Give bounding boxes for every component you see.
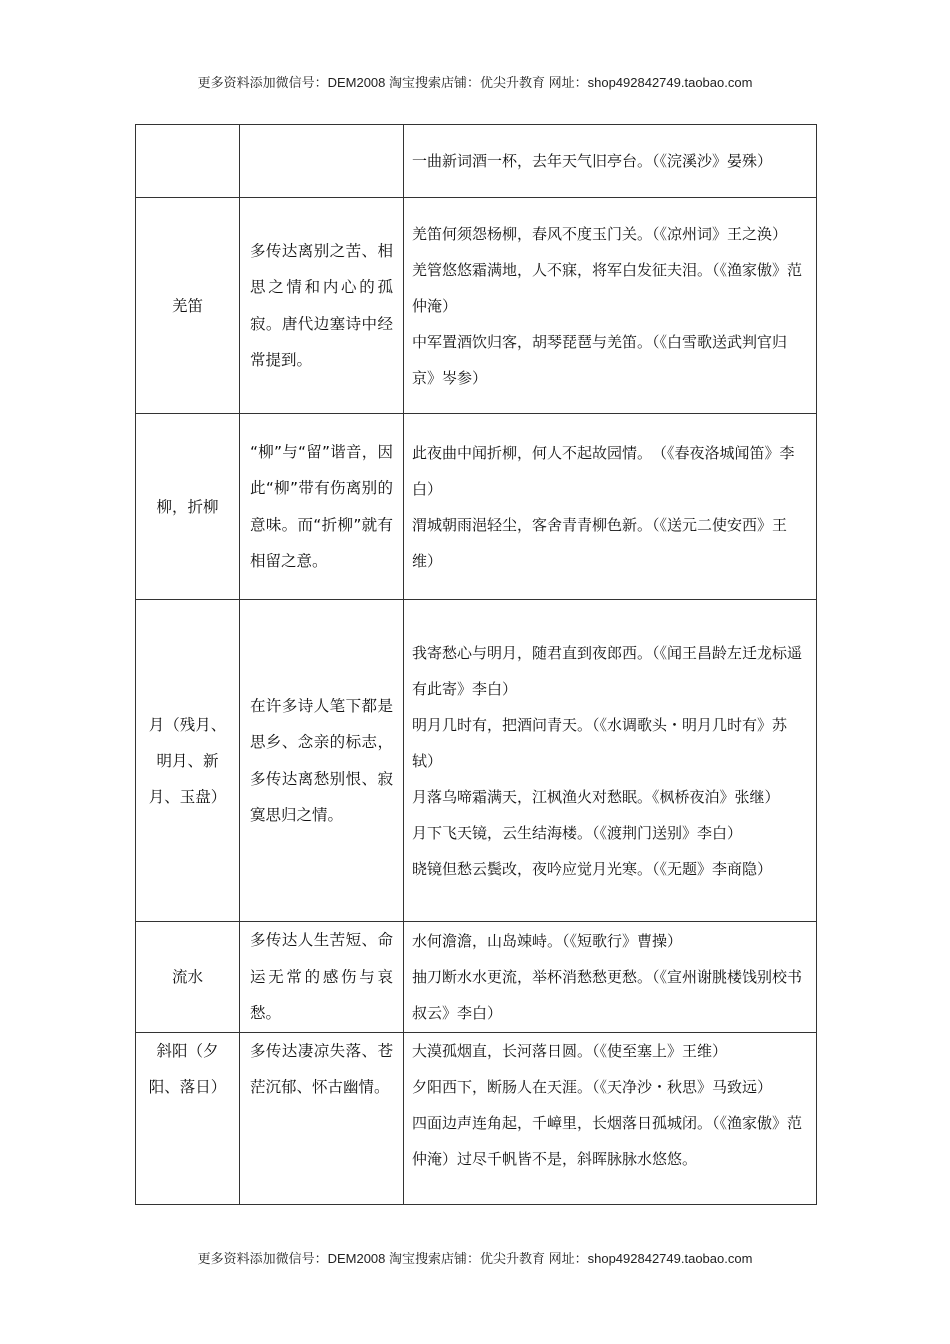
page-footer: 更多资料添加微信号：DEM2008 淘宝搜索店铺：优尖升教育 网址：shop492842749.taobao.com xyxy=(197,1251,753,1266)
table-row xyxy=(136,125,817,198)
example-line: 羌管悠悠霜满地，人不寐，将军白发征夫泪。（《渔家傲》范仲淹） xyxy=(412,260,803,315)
table-row xyxy=(136,600,817,922)
example-line: 四面边声连角起，千嶂里，长烟落日孤城闭。（《渔家傲》范仲淹）过尽千帆皆不是，斜晖脉脉水悠悠。 xyxy=(412,1113,803,1168)
meaning-cell: 多传达人生苦短、命运无常的感伤与哀愁。 xyxy=(240,922,404,1033)
image-cell xyxy=(136,125,240,198)
example-line: 夕阳西下，断肠人在天涯。（《天净沙・秋思》马致远） xyxy=(412,1077,773,1096)
example-line: 此夜曲中闻折柳，何人不起故园情。 （《春夜洛城闻笛》李白） xyxy=(412,443,795,498)
examples-cell xyxy=(404,922,817,1033)
image-cell: 斜阳（夕阳、落日） xyxy=(136,1032,240,1204)
example-line: 大漠孤烟直，长河落日圆。（《使至塞上》王维） xyxy=(412,1041,728,1060)
example-line: 月下飞天镜，云生结海楼。（《渡荆门送别》李白） xyxy=(412,823,743,842)
example-line: 我寄愁心与明月，随君直到夜郎西。（《闻王昌龄左迁龙标遥有此寄》李白） xyxy=(412,643,803,698)
table-row xyxy=(136,1032,817,1204)
table-row xyxy=(136,922,817,1033)
example-line: 水何澹澹，山岛竦峙。（《短歌行》曹操） xyxy=(412,931,683,950)
meaning-cell xyxy=(240,125,404,198)
table-row xyxy=(136,198,817,414)
examples-cell xyxy=(404,600,817,922)
example-line: 抽刀断水水更流，举杯消愁愁更愁。（《宣州谢朓楼饯别校书叔云》李白） xyxy=(412,967,803,1022)
meaning-cell: “柳”与“留”谐音，因此“柳”带有伤离别的意味。而“折柳”就有相留之意。 xyxy=(240,414,404,600)
image-cell: 月（残月、明月、新月、玉盘） xyxy=(136,600,240,922)
table-row xyxy=(136,414,817,600)
examples-cell xyxy=(404,1032,817,1204)
page-header: 更多资料添加微信号：DEM2008 淘宝搜索店铺：优尖升教育 网址：shop492842749.taobao.com xyxy=(197,75,753,90)
example-line: 月落乌啼霜满天，江枫渔火对愁眠。《枫桥夜泊》张继） xyxy=(412,787,780,806)
image-cell: 柳，折柳 xyxy=(136,414,240,600)
meaning-cell: 在许多诗人笔下都是思乡、念亲的标志，多传达离愁别恨、寂寞思归之情。 xyxy=(240,600,404,922)
examples-cell xyxy=(404,414,817,600)
examples-cell xyxy=(404,125,817,198)
example-line: 中军置酒饮归客，胡琴琵琶与羌笛。（《白雪歌送武判官归京》岑参） xyxy=(412,332,788,387)
example-line: 渭城朝雨浥轻尘，客舍青青柳色新。（《送元二使安西》王维） xyxy=(412,515,788,570)
meaning-cell: 多传达凄凉失落、苍茫沉郁、怀古幽情。 xyxy=(240,1032,404,1204)
example-line: 一曲新词酒一杯，去年天气旧亭台。（《浣溪沙》晏殊） xyxy=(412,152,773,170)
example-line: 晓镜但愁云鬓改，夜吟应觉月光寒。（《无题》李商隐） xyxy=(412,859,773,878)
examples-cell xyxy=(404,198,817,414)
image-cell: 羌笛 xyxy=(136,198,240,414)
imagery-table xyxy=(135,124,817,1205)
example-line: 明月几时有，把酒问青天。（《水调歌头・明月几时有》苏轼） xyxy=(412,715,788,770)
example-line: 羌笛何须怨杨柳，春风不度玉门关。（《凉州词》王之涣） xyxy=(412,224,788,243)
meaning-cell: 多传达离别之苦、相思之情和内心的孤寂。唐代边塞诗中经常提到。 xyxy=(240,198,404,414)
image-cell: 流水 xyxy=(136,922,240,1033)
